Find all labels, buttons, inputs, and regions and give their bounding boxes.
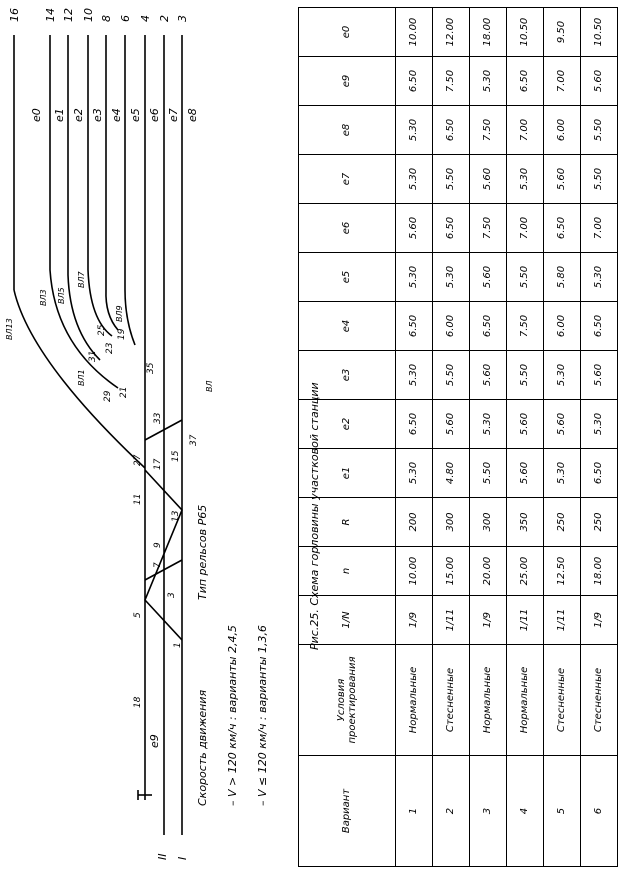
header-e6: e6: [299, 204, 396, 253]
speed-line-2: – V ≤ 120 км/ч : варианты 1,3,6: [256, 625, 269, 806]
table-cell: Стесненные: [433, 645, 470, 756]
speed-line-1: – V > 120 км/ч : варианты 2,4,5: [226, 625, 239, 806]
num-6: 6: [119, 15, 132, 22]
num-II: II: [156, 853, 169, 860]
label-e6: e6: [148, 108, 161, 122]
label-e3: e3: [91, 108, 104, 122]
switch-15: 15: [171, 450, 181, 462]
table-cell: 12.50: [544, 547, 581, 596]
table-cell: 6.50: [396, 302, 433, 351]
switch-25: 25: [97, 324, 107, 336]
table-cell: 5.30: [470, 400, 507, 449]
table-cell: 300: [470, 498, 507, 547]
switch-27: 27: [133, 454, 143, 466]
table-cell: 7.50: [507, 302, 544, 351]
header-r: R: [299, 498, 396, 547]
table-cell: 5.60: [544, 400, 581, 449]
table-cell: 7.50: [433, 57, 470, 106]
header-e8: e8: [299, 106, 396, 155]
switch-21: 21: [119, 386, 129, 398]
table-cell: 6.50: [507, 57, 544, 106]
table-cell: Нормальные: [507, 645, 544, 756]
label-e4: e4: [110, 108, 123, 122]
table-body: [396, 8, 618, 867]
table-cell: 5.50: [581, 106, 618, 155]
signal-vl9: ВЛ9: [115, 305, 124, 322]
table-cell: 5.30: [396, 106, 433, 155]
header-e9: e9: [299, 57, 396, 106]
table-cell: 18.00: [470, 8, 507, 57]
table-cell: 5.30: [507, 155, 544, 204]
label-e7: e7: [167, 108, 180, 122]
num-3: 3: [176, 15, 189, 22]
table-cell: 6.50: [433, 204, 470, 253]
table-header-row: [299, 8, 396, 867]
table-cell: 20.00: [470, 547, 507, 596]
label-e0: e0: [30, 108, 43, 122]
switch-7: 7: [153, 562, 163, 568]
signal-vl5: ВЛ5: [57, 287, 66, 304]
table-cell: 5.50: [507, 351, 544, 400]
num-8: 8: [100, 15, 113, 22]
table-row: [433, 8, 470, 867]
table-cell: 12.00: [433, 8, 470, 57]
table-cell: 6.50: [470, 302, 507, 351]
table-cell: 3: [470, 756, 507, 867]
label-e5: e5: [129, 108, 142, 122]
table-cell: 4: [507, 756, 544, 867]
table-cell: 5.60: [544, 155, 581, 204]
header-e1: e1: [299, 449, 396, 498]
table-cell: 2: [433, 756, 470, 867]
table-cell: 9.50: [544, 8, 581, 57]
table-cell: 5.30: [433, 253, 470, 302]
table-cell: 1/9: [470, 596, 507, 645]
label-e9: e9: [148, 734, 161, 748]
table-cell: Нормальные: [470, 645, 507, 756]
switch-13: 13: [171, 510, 181, 522]
table-cell: 5.50: [433, 155, 470, 204]
table-cell: 5.30: [581, 400, 618, 449]
header-e7: e7: [299, 155, 396, 204]
num-16: 16: [8, 8, 21, 22]
table-cell: 1/11: [433, 596, 470, 645]
switch-18: 18: [133, 696, 143, 708]
table-cell: 250: [544, 498, 581, 547]
table-cell: 5.60: [396, 204, 433, 253]
table-cell: 200: [396, 498, 433, 547]
table-cell: 7.00: [507, 204, 544, 253]
signal-vl: ВЛ: [205, 380, 214, 392]
table-row: [581, 8, 618, 867]
variants-table: [298, 7, 618, 867]
table-row: [507, 8, 544, 867]
header-e3: e3: [299, 351, 396, 400]
table-cell: 6.50: [581, 449, 618, 498]
table-cell: 5.50: [433, 351, 470, 400]
num-10: 10: [82, 8, 95, 22]
switch-1: 1: [173, 642, 183, 648]
table-cell: 1/11: [544, 596, 581, 645]
header-e5: e5: [299, 253, 396, 302]
switch-23: 23: [105, 342, 115, 354]
header-1n: 1/N: [299, 596, 396, 645]
num-I: I: [176, 856, 189, 860]
switch-33: 33: [153, 412, 163, 424]
table-cell: 5.30: [396, 253, 433, 302]
table-cell: 6.00: [433, 302, 470, 351]
switch-9: 9: [153, 542, 163, 548]
table-cell: 25.00: [507, 547, 544, 596]
switch-17: 17: [153, 458, 163, 470]
num-4: 4: [139, 15, 152, 22]
switch-29: 29: [103, 390, 113, 402]
table-cell: 1: [396, 756, 433, 867]
table-cell: 1/9: [581, 596, 618, 645]
switch-37: 37: [189, 434, 199, 446]
table-cell: 1/9: [396, 596, 433, 645]
table-row: [470, 8, 507, 867]
table-cell: 6.00: [544, 106, 581, 155]
table-cell: 5.30: [396, 351, 433, 400]
table-cell: 6.50: [396, 57, 433, 106]
switch-11: 11: [133, 493, 143, 505]
table-cell: Стесненные: [544, 645, 581, 756]
table-cell: 7.50: [470, 106, 507, 155]
figure-caption: Рис.25. Схема горловины участковой станции: [308, 382, 321, 650]
table-cell: 7.00: [507, 106, 544, 155]
table-cell: 5.50: [581, 155, 618, 204]
header-e0: e0: [299, 8, 396, 57]
table-cell: 6.50: [396, 400, 433, 449]
label-e1: e1: [53, 108, 66, 122]
table-cell: 6: [581, 756, 618, 867]
header-conditions: Условия проектирования: [299, 645, 396, 756]
signal-vl7: ВЛ7: [77, 271, 86, 288]
switch-35: 35: [146, 362, 156, 374]
table-cell: 15.00: [433, 547, 470, 596]
table-cell: 5.30: [396, 449, 433, 498]
table-cell: 7.50: [470, 204, 507, 253]
table-cell: 5.60: [581, 351, 618, 400]
label-e8: e8: [186, 108, 199, 122]
table-cell: 5.60: [470, 351, 507, 400]
table-cell: 5.60: [581, 57, 618, 106]
num-12: 12: [62, 8, 75, 22]
switch-5: 5: [133, 612, 143, 618]
table-cell: 5.50: [470, 449, 507, 498]
table-cell: 5.60: [470, 155, 507, 204]
num-14: 14: [44, 8, 57, 22]
table-cell: Стесненные: [581, 645, 618, 756]
table-cell: 1/11: [507, 596, 544, 645]
header-n: n: [299, 547, 396, 596]
header-variant: Вариант: [299, 756, 396, 867]
table-cell: 5.30: [581, 253, 618, 302]
table-cell: 7.00: [581, 204, 618, 253]
speed-title: Скорость движения: [196, 689, 209, 806]
table-cell: 5.60: [470, 253, 507, 302]
table-cell: 4.80: [433, 449, 470, 498]
table-cell: 18.00: [581, 547, 618, 596]
header-e2: e2: [299, 400, 396, 449]
table-cell: 10.00: [396, 547, 433, 596]
table-cell: 300: [433, 498, 470, 547]
table-cell: 5.80: [544, 253, 581, 302]
table-cell: 350: [507, 498, 544, 547]
table-cell: 5.60: [433, 400, 470, 449]
table-cell: 5.30: [544, 449, 581, 498]
label-e2: e2: [72, 108, 85, 122]
table-cell: 6.00: [544, 302, 581, 351]
table-cell: Нормальные: [396, 645, 433, 756]
table-cell: 10.50: [507, 8, 544, 57]
signal-vl13: ВЛ13: [5, 318, 14, 340]
rail-type: Тип рельсов Р65: [196, 504, 209, 600]
table-row: [544, 8, 581, 867]
switch-31: 31: [88, 350, 98, 362]
table-cell: 10.00: [396, 8, 433, 57]
table-cell: 7.00: [544, 57, 581, 106]
table-cell: 6.50: [544, 204, 581, 253]
header-e4: e4: [299, 302, 396, 351]
switch-19: 19: [117, 328, 127, 340]
table-cell: 5.60: [507, 400, 544, 449]
table-cell: 250: [581, 498, 618, 547]
table-cell: 5.50: [507, 253, 544, 302]
signal-vl1: ВЛ1: [77, 369, 86, 386]
switch-3: 3: [167, 592, 177, 598]
table-cell: 6.50: [581, 302, 618, 351]
table-cell: 5.30: [470, 57, 507, 106]
table-cell: 10.50: [581, 8, 618, 57]
num-2: 2: [158, 15, 171, 22]
signal-vl3: ВЛ3: [39, 289, 48, 306]
table-cell: 5.30: [544, 351, 581, 400]
table-cell: 6.50: [433, 106, 470, 155]
table-cell: 5: [544, 756, 581, 867]
table-cell: 5.60: [507, 449, 544, 498]
table-row: [396, 8, 433, 867]
table-cell: 5.30: [396, 155, 433, 204]
